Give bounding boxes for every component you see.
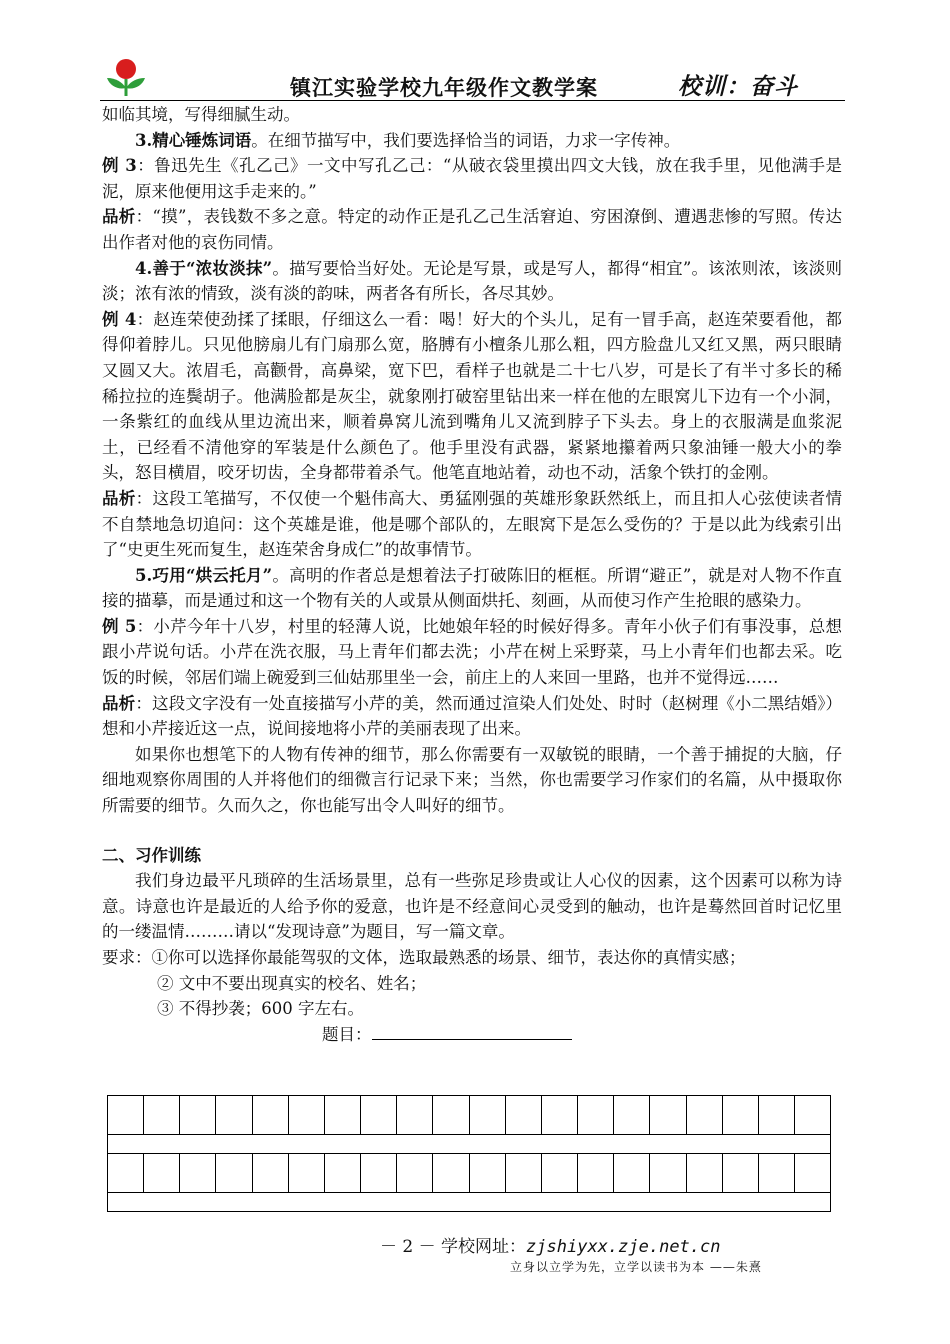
closing-paragraph: 如果你也想笔下的人物有传神的细节，那么你需要有一双敏锐的眼睛，一个善于捕捉的大脑，仔细地观察你周围的人并将他们的细微言行记录下来；当然，你也需要学习作家们的名篇，从中摄取你所需要的细节。久而久之，你也能写出令人叫好的细节。 [102, 744, 842, 816]
grid-cell[interactable] [433, 1154, 469, 1192]
analysis-3 [102, 204, 842, 255]
example-5-source: （赵树理《小二黑结婚》） [652, 693, 842, 713]
title-blank-field[interactable] [372, 1025, 572, 1040]
grid-cell[interactable] [795, 1154, 830, 1192]
example-3 [102, 153, 842, 204]
grid-cell[interactable] [542, 1154, 578, 1192]
grid-cell[interactable] [470, 1096, 506, 1134]
grid-cell[interactable] [325, 1154, 361, 1192]
example-4-text: ：赵连荣使劲揉了揉眼，仔细这么一看：喝！好大的个头儿，足有一冒手高，赵连荣要看他，都得仰着脖儿。只见他膀扇儿有门扇那么宽，胳膊有小檀条儿那么粗，四方脸盘儿又红又黑，两只眼睛又圆又大。浓眉毛，高颧骨，高鼻梁，宽下巴，看样子也就是二十七八岁，可是长了有半寸多长的稀稀拉拉的连鬓胡子。他满脸都是灰尘，就象刚打破窑里钻出来一样在他的左眼窝儿下边有一个小洞，一条紫红的血线从里边流出来，顺着鼻窝儿流到嘴角儿又流到脖子下头去。身上的衣服满是血浆泥土，已经看不清他穿的军装是什么颜色了。他手里没有武器，紧紧地攥着两只象油锤一般大小的拳头，怒目横眉，咬牙切齿，全身都带着杀气。他笔直地站着，动也不动，活象个铁打的金刚。 [102, 309, 842, 483]
school-url-link[interactable]: zjshiyxx.zje.net.cn [526, 1237, 721, 1257]
grid-cell[interactable] [397, 1154, 433, 1192]
grid-cell[interactable] [397, 1096, 433, 1134]
grid-cell[interactable] [542, 1096, 578, 1134]
grid-cell[interactable] [253, 1154, 289, 1192]
footer-quote: 立身以立学为先，立学以读书为本 ——朱熹 [510, 1260, 762, 1274]
analysis-4-text: ：这段工笔描写，不仅使一个魁伟高大、勇猛刚强的英雄形象跃然纸上，而且扣人心弦使读者情不自禁地急切追问：这个英雄是谁，他是哪个部队的，左眼窝下是怎么受伤的？于是以此为线索引出了“史更生死而复生，赵连荣舍身成仁”的故事情节。 [102, 488, 843, 560]
grid-cell[interactable] [108, 1154, 144, 1192]
grid-cell[interactable] [216, 1154, 252, 1192]
grid-cell[interactable] [361, 1154, 397, 1192]
analysis-3-text: ：“摸”，表钱数不多之意。特定的动作正是孔乙己生活窘迫、穷困潦倒、遭遇悲惨的写照。传达出作者对他的哀伤同情。 [102, 207, 843, 252]
analysis-4 [102, 486, 842, 563]
grid-cell[interactable] [144, 1154, 180, 1192]
grid-cell[interactable] [650, 1154, 686, 1192]
school-motto: 校训：奋斗 [678, 73, 798, 100]
example-3-label: 例 3 [102, 156, 137, 176]
grid-cell[interactable] [578, 1096, 614, 1134]
example-5-text: ：小芹今年十八岁，村里的轻薄人说，比她娘年轻的时候好得多。青年小伙子们有事没事，总想跟小芹说句话。小芹在洗衣服，马上青年们都去洗；小芹在树上采野菜，马上小青年们也都去采。吃饭的时候，邻居们端上碗爱到三仙姑那里坐一会，前庄上的人来回一里路，也并不觉得远…… [102, 616, 842, 688]
point-4 [102, 256, 842, 307]
grid-cell[interactable] [578, 1154, 614, 1192]
grid-row-1 [107, 1095, 831, 1134]
grid-cell[interactable] [759, 1096, 795, 1134]
grid-line-gap [107, 1192, 831, 1211]
grid-cell[interactable] [614, 1154, 650, 1192]
site-label: 学校网址： [441, 1237, 527, 1257]
example-4 [102, 307, 842, 486]
grid-cell[interactable] [614, 1096, 650, 1134]
grid-cell[interactable] [759, 1154, 795, 1192]
point-3-text: 。在细节描写中，我们要选择恰当的词语，力求一字传神。 [251, 130, 681, 150]
grid-cell[interactable] [723, 1096, 759, 1134]
grid-bottom-border [107, 1211, 831, 1212]
point-4-heading: 4.善于“浓妆淡抹” [135, 258, 273, 278]
analysis-4-label: 品析 [102, 488, 136, 508]
grid-cell[interactable] [723, 1154, 759, 1192]
grid-cell[interactable] [361, 1096, 397, 1134]
grid-cell[interactable] [289, 1154, 325, 1192]
example-5-label: 例 5 [102, 616, 137, 636]
grid-cell[interactable] [506, 1154, 542, 1192]
page-header [100, 56, 845, 101]
school-title: 镇江实验学校九年级作文教学案 [290, 75, 598, 100]
analysis-5-label: 品析 [102, 693, 136, 713]
grid-cell[interactable] [216, 1096, 252, 1134]
grid-cell[interactable] [687, 1154, 723, 1192]
point-5 [102, 563, 842, 614]
grid-cell[interactable] [289, 1096, 325, 1134]
point-3-heading: 3.精心锤炼词语 [135, 130, 252, 150]
main-content [102, 102, 842, 1047]
spacer [102, 819, 842, 843]
analysis-3-label: 品析 [102, 207, 136, 227]
continued-text: 如临其境，写得细腻生动。 [102, 105, 300, 124]
grid-cell[interactable] [650, 1096, 686, 1134]
page-footer [380, 1232, 721, 1257]
point-5-heading: 5.巧用“烘云托月” [135, 565, 273, 585]
grid-row-2 [107, 1153, 831, 1192]
requirement-1: 要求：①你可以选择你最能驾驭的文体，选取最熟悉的场景、细节，表达你的真情实感； [102, 948, 746, 967]
writing-grid [107, 1095, 831, 1212]
page-number: － 2 － [380, 1237, 436, 1257]
grid-cell[interactable] [795, 1096, 830, 1134]
grid-cell[interactable] [253, 1096, 289, 1134]
grid-cell[interactable] [108, 1096, 144, 1134]
grid-line-gap [107, 1134, 831, 1153]
analysis-5-text: ：这段文字没有一处直接描写小芹的美，然而通过渲染人们处处、时时想和小芹接近这一点，说间接地将小芹的美丽表现了出来。 [102, 693, 653, 739]
point-3 [102, 128, 842, 154]
school-logo-icon [104, 56, 148, 100]
writing-task: 我们身边最平凡琐碎的生活场景里，总有一些弥足珍贵或让人心仪的因素，这个因素可以称为诗意。诗意也许是最近的人给予你的爱意，也许是不经意间心灵受到的触动，也许是蓦然回首时记忆里的一缕温情………请以“发现诗意”为题目，写一篇文章。 [102, 871, 842, 942]
grid-cell[interactable] [433, 1096, 469, 1134]
grid-cell[interactable] [180, 1096, 216, 1134]
grid-cell[interactable] [506, 1096, 542, 1134]
grid-cell[interactable] [144, 1096, 180, 1134]
grid-cell[interactable] [687, 1096, 723, 1134]
requirement-3: ③ 不得抄袭；600 字左右。 [157, 999, 364, 1019]
section-2-heading: 二、习作训练 [102, 845, 201, 865]
requirement-2: ② 文中不要出现真实的校名、姓名； [157, 973, 427, 993]
grid-cell[interactable] [470, 1154, 506, 1192]
example-3-text: ：鲁迅先生《孔乙己》一文中写孔乙己：“从破衣袋里摸出四文大钱，放在我手里，见他满手是泥，原来他便用这手走来的。” [102, 156, 842, 201]
point-5-text: 。高明的作者总是想着法子打破陈旧的框框。所谓“避正”，就是对人物不作直接的描摹，而是通过和这一个物有关的人或景从侧面烘托、刻画，从而使习作产生抢眼的感染力。 [102, 565, 842, 611]
title-line [102, 1022, 842, 1048]
example-4-label: 例 4 [102, 309, 137, 329]
grid-cell[interactable] [180, 1154, 216, 1192]
title-label: 题目： [322, 1024, 372, 1044]
point-4-text: 。描写要恰当好处。无论是写景，或是写人，都得“相宜”。该浓则浓，该淡则淡；浓有浓的情致，淡有淡的韵味，两者各有所长，各尽其妙。 [102, 258, 842, 304]
grid-cell[interactable] [325, 1096, 361, 1134]
